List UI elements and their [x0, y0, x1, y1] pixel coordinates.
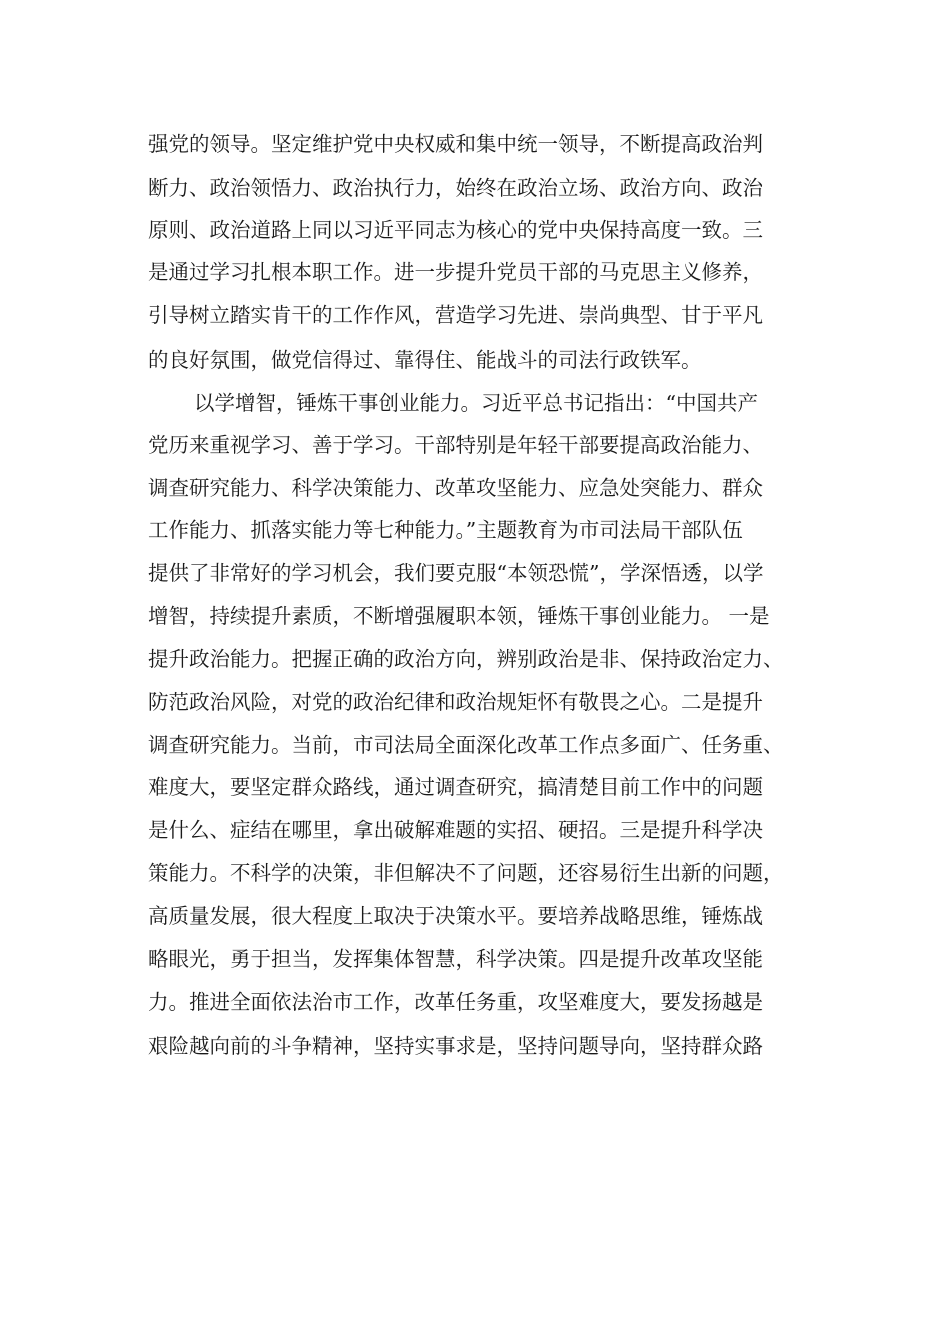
- text-line: 是通过学习扎根本职工作。进一步提升党员干部的马克思主义修养，: [148, 260, 763, 284]
- text-line: 防范政治风险，对党的政治纪律和政治规矩怀有敬畏之心。二是提升: [148, 690, 763, 714]
- text-line: 是什么、症结在哪里，拿出破解难题的实招、硬招。三是提升科学决: [148, 818, 763, 842]
- text-line: 提升政治能力。把握正确的政治方向，辨别政治是非、保持政治定力、: [148, 647, 784, 671]
- text-line: 调查研究能力。当前，市司法局全面深化改革工作点多面广、任务重、: [148, 733, 784, 757]
- text-line: 增智，持续提升素质，不断增强履职本领，锤炼干事创业能力。 一是: [148, 604, 770, 628]
- text-line: 略眼光，勇于担当，发挥集体智慧，科学决策。四是提升改革攻坚能: [148, 947, 763, 971]
- text-line: 策能力。不科学的决策，非但解决不了问题，还容易衍生出新的问题，: [148, 861, 784, 885]
- text-line: 引导树立踏实肯干的工作作风，营造学习先进、崇尚典型、甘于平凡: [148, 303, 763, 327]
- text-line: 调查研究能力、科学决策能力、改革攻坚能力、应急处突能力、群众: [148, 476, 763, 500]
- text-line: 提供了非常好的学习机会，我们要克服“本领恐慌”，学深悟透，以学: [148, 561, 764, 585]
- text-line: 党历来重视学习、善于学习。干部特别是年轻干部要提高政治能力、: [148, 433, 763, 457]
- text-line: 难度大，要坚定群众路线，通过调查研究，搞清楚目前工作中的问题: [148, 775, 763, 799]
- text-line: 断力、政治领悟力、政治执行力，始终在政治立场、政治方向、政治: [148, 176, 763, 200]
- text-line: 的良好氛围，做党信得过、靠得住、能战斗的司法行政铁军。: [148, 348, 702, 372]
- text-line: 强党的领导。坚定维护党中央权威和集中统一领导，不断提高政治判: [148, 132, 763, 156]
- text-line: 高质量发展，很大程度上取决于决策水平。要培养战略思维，锤炼战: [148, 904, 763, 928]
- paragraph-first-line: 以学增智，锤炼干事创业能力。习近平总书记指出：“中国共产: [194, 391, 758, 415]
- text-line: 力。推进全面依法治市工作，改革任务重，攻坚难度大，要发扬越是: [148, 990, 763, 1014]
- text-line: 原则、政治道路上同以习近平同志为核心的党中央保持高度一致。三: [148, 218, 763, 242]
- text-line: 艰险越向前的斗争精神，坚持实事求是，坚持问题导向，坚持群众路: [148, 1034, 763, 1058]
- text-line: 工作能力、抓落实能力等七种能力。”主题教育为市司法局干部队伍: [148, 518, 743, 542]
